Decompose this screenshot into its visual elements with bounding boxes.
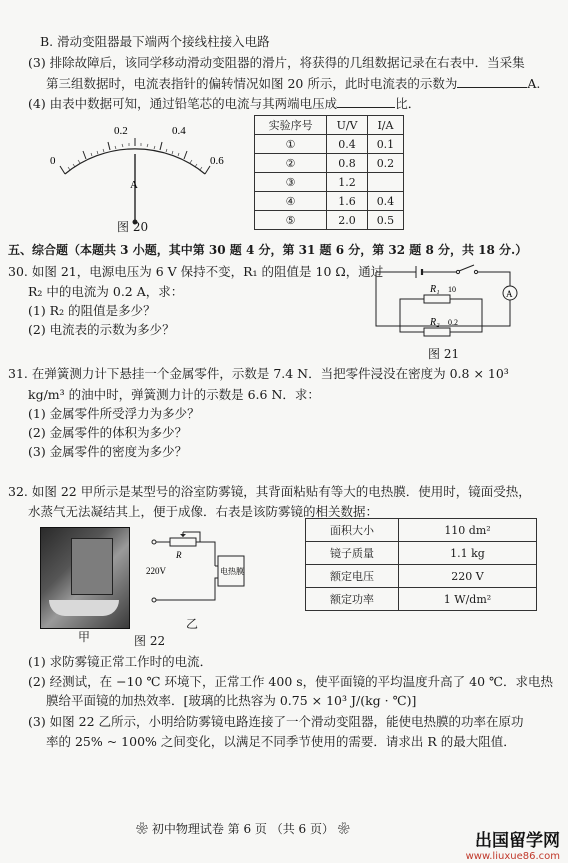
ammeter-dial-figure	[40, 122, 230, 232]
tick-label-0-6: 0.6	[210, 155, 224, 167]
figure-20-caption: 图 20	[117, 220, 149, 234]
pointer-label: A	[130, 179, 138, 191]
page-footer: ❀ 初中物理试卷 第 6 页 （共 6 页） ❀	[136, 822, 350, 836]
table-row	[306, 565, 537, 588]
q32-line-1: 32. 如图 22 甲所示是某型号的浴室防雾镜，其背面粘贴有等大的电热膜．使用时，镜面受热，	[8, 484, 531, 499]
table-cell: ③	[255, 173, 327, 192]
table-cell: 额定功率	[306, 588, 399, 611]
mirror-shape	[71, 538, 113, 595]
voltage-label: 220V	[146, 566, 166, 576]
table-cell: 0.5	[367, 211, 403, 230]
r1-label: R₁	[430, 284, 440, 295]
line-q3-a: (3) 排除故障后，该同学移动滑动变阻器的滑片，将获得的几组数据记录在右表中．当采集	[28, 55, 525, 70]
tick-label-0: 0	[50, 155, 56, 167]
label-yi: 乙	[186, 617, 199, 631]
table-cell: 110 dm²	[399, 519, 537, 542]
rheostat-r	[170, 538, 196, 546]
table-row	[255, 154, 404, 173]
resistor-r1	[424, 295, 450, 303]
table-row	[255, 135, 404, 154]
answer-blank	[337, 95, 395, 108]
figure-22-caption: 图 22	[134, 634, 166, 648]
q32-sub-1: (1) 求防雾镜正常工作时的电流．	[28, 654, 213, 669]
watermark-url: www.liuxue86.com	[465, 851, 560, 862]
q31-line-5: (3) 金属零件的密度为多少？	[28, 444, 188, 459]
table-cell: 0.4	[327, 135, 368, 154]
r-label: R	[176, 550, 182, 560]
q32-line-2: 水蒸气无法凝结其上，便于成像．右表是该防雾镜的相关数据：	[28, 504, 379, 519]
table-row	[306, 588, 537, 611]
experiment-table	[254, 115, 404, 230]
watermark-logo	[466, 826, 560, 862]
table-cell: 0.1	[367, 135, 403, 154]
table-header-cell: 实验序号	[255, 116, 327, 135]
table-cell: 镜子质量	[306, 542, 399, 565]
switch-blade	[459, 265, 474, 271]
line-option-b: B. 滑动变阻器最下端两个接线柱接入电路	[40, 34, 270, 49]
table-row	[255, 211, 404, 230]
table-cell: 0.2	[367, 154, 403, 173]
table-header-cell: U/V	[327, 116, 368, 135]
q32-sub-2b: 膜给平面镜的加热效率．[玻璃的比热容为 0.75 × 10³ J/(kg · ℃)]	[46, 693, 417, 708]
table-cell	[367, 173, 403, 192]
q31-line-3: (1) 金属零件所受浮力为多少？	[28, 406, 200, 421]
r1-note: 10	[448, 285, 456, 294]
q30-line-1: 30. 如图 21，电源电压为 6 V 保持不变，R₁ 的阻值是 10 Ω，通过	[8, 264, 384, 279]
table-row	[306, 542, 537, 565]
q31-line-1: 31. 在弹簧测力计下悬挂一个金属零件，示数是 7.4 N．当把零件浸没在密度为 0.8 × 10³	[8, 366, 509, 381]
table-header-row	[255, 116, 404, 135]
line-q4	[28, 95, 420, 112]
q30-line-3: (1) R₂ 的阻值是多少？	[28, 303, 156, 318]
sink-shape	[49, 600, 119, 616]
q31-line-4: (2) 金属零件的体积为多少？	[28, 425, 188, 440]
line-q3-b-unit: A.	[527, 76, 541, 91]
table-cell: ⑤	[255, 211, 327, 230]
table-cell: 1 W/dm²	[399, 588, 537, 611]
circuit-figure-22	[140, 528, 280, 613]
r2-label: R₂	[430, 317, 440, 328]
table-cell: 面积大小	[306, 519, 399, 542]
answer-blank	[457, 75, 527, 88]
table-cell: 1.6	[327, 192, 368, 211]
line-q4-end: 比．	[395, 96, 421, 111]
q30-line-2: R₂ 中的电流为 0.2 A，求：	[28, 284, 184, 299]
table-cell: 220 V	[399, 565, 537, 588]
q32-sub-3a: (3) 如图 22 乙所示，小明给防雾镜电路连接了一个滑动变阻器，能使电热膜的功率在原功	[28, 714, 524, 729]
r2-note: 0.2	[448, 318, 458, 327]
table-cell: ②	[255, 154, 327, 173]
q31-line-2: kg/m³ 的油中时，弹簧测力计的示数是 6.6 N．求：	[28, 387, 320, 402]
table-cell: 1.2	[327, 173, 368, 192]
circuit-figure-21	[370, 262, 530, 344]
table-cell: 1.1 kg	[399, 542, 537, 565]
tick-label-0-2: 0.2	[114, 125, 128, 137]
table-row	[306, 519, 537, 542]
line-q3-b-text: 第三组数据时，电流表指针的偏转情况如图 20 所示，此时电流表的示数为	[46, 76, 458, 91]
q32-sub-2a: (2) 经测试，在 −10 ℃ 环境下，正常工作 400 s，使平面镜的平均温度升高了 40 ℃．求电热	[28, 674, 554, 689]
table-cell: 额定电压	[306, 565, 399, 588]
q30-line-4: (2) 电流表的示数为多少？	[28, 322, 175, 337]
line-q3-b	[46, 75, 540, 92]
table-header-cell: I/A	[367, 116, 403, 135]
figure-21-caption: 图 21	[428, 347, 460, 361]
table-cell: 0.4	[367, 192, 403, 211]
table-cell: ①	[255, 135, 327, 154]
ammeter-label: A	[506, 289, 513, 299]
q32-sub-3b: 率的 25% ~ 100% 之间变化，以满足不同季节使用的需要．请求出 R 的最大阻值．	[46, 734, 516, 749]
table-cell: 0.8	[327, 154, 368, 173]
anti-fog-mirror-photo	[40, 527, 130, 629]
table-cell: ④	[255, 192, 327, 211]
label-jia: 甲	[78, 630, 91, 644]
tick-label-0-4: 0.4	[172, 125, 186, 137]
section-heading: 五、综合题（本题共 3 小题，其中第 30 题 4 分，第 31 题 6 分，第 32 题 8 分，共 18 分.）	[8, 243, 528, 257]
table-cell: 2.0	[327, 211, 368, 230]
mirror-data-table	[305, 518, 537, 611]
line-q4-text: (4) 由表中数据可知，通过铅笔芯的电流与其两端电压成	[28, 96, 338, 111]
film-label: 电热膜	[220, 567, 244, 576]
table-row	[255, 192, 404, 211]
watermark-text: 出国留学网	[475, 831, 560, 851]
resistor-r2	[424, 328, 450, 336]
table-row	[255, 173, 404, 192]
